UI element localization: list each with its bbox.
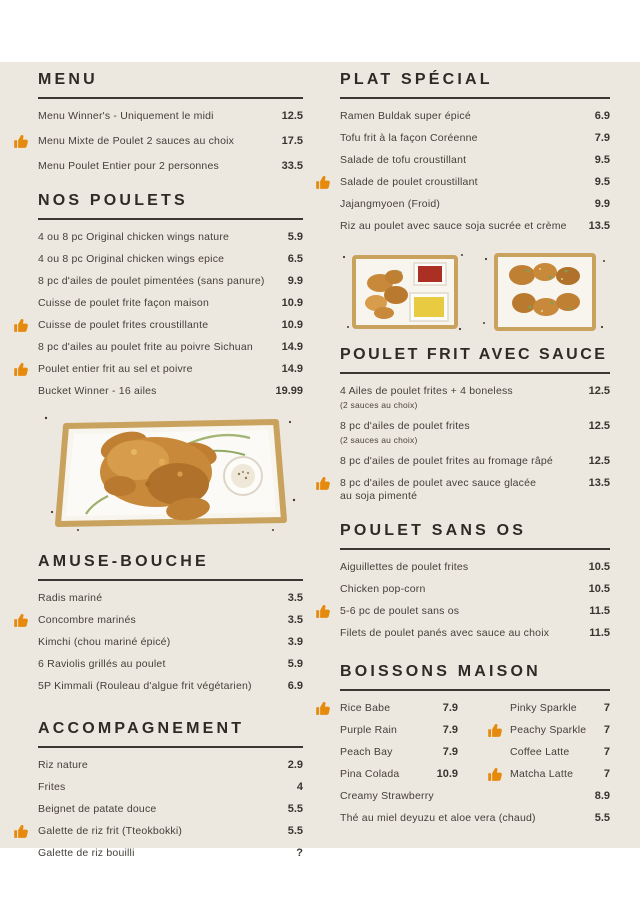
section-nos-poulets (38, 191, 303, 398)
item-list (38, 592, 303, 693)
item-name: Aiguillettes de poulet frites (340, 561, 469, 573)
section-menu (38, 70, 303, 173)
menu-item-row (38, 825, 303, 838)
item-name-block (340, 154, 466, 167)
menu-item-row (340, 583, 610, 596)
menu-item-row (38, 275, 303, 288)
item-list (340, 702, 610, 825)
menu-page (0, 62, 640, 859)
item-price: 7 (603, 724, 610, 736)
heading-underline (38, 97, 303, 99)
drink-item (340, 768, 458, 781)
item-name-block (38, 363, 193, 376)
item-note: (2 sauces au choix) (340, 400, 418, 410)
item-name: Cuisse de poulet frite façon maison (38, 297, 210, 309)
thumbs-up-icon (13, 318, 30, 333)
drink-item (510, 702, 610, 715)
item-name-block (38, 385, 157, 398)
menu-item-row (38, 680, 303, 693)
item-note: (2 sauces au choix) (340, 435, 418, 445)
item-name-block (38, 658, 166, 671)
item-price: 9.5 (594, 176, 610, 188)
item-name-block (340, 790, 434, 803)
menu-item-row (38, 319, 303, 332)
item-name: Rice Babe (340, 702, 391, 714)
section-poulet-sans-os (340, 521, 610, 640)
thumbs-up-icon (13, 362, 30, 377)
item-price: 3.9 (287, 636, 303, 648)
thumbs-up-icon (315, 701, 332, 716)
item-name: Chicken pop-corn (340, 583, 426, 595)
item-list (38, 231, 303, 398)
menu-item-row (340, 132, 610, 145)
item-name-block (38, 680, 252, 693)
thumbs-up-icon (13, 824, 30, 839)
item-name-block (38, 319, 208, 332)
item-name-block (340, 583, 426, 596)
menu-item-row (340, 110, 610, 123)
item-price: 5.5 (287, 803, 303, 815)
item-price: 12.5 (588, 385, 610, 397)
drink-item-row (340, 812, 610, 825)
item-name: Tofu frit à la façon Coréenne (340, 132, 478, 144)
item-price: 12.5 (281, 110, 303, 122)
item-name: Galette de riz frit (Tteokbokki) (38, 825, 183, 837)
menu-item-row (38, 385, 303, 398)
item-name: Menu Poulet Entier pour 2 personnes (38, 160, 219, 172)
drinks-row (340, 724, 610, 737)
item-price: 9.5 (594, 154, 610, 166)
thumbs-up-icon (315, 476, 332, 491)
item-price: 8.9 (594, 790, 610, 802)
item-list (340, 561, 610, 640)
menu-item-row (340, 176, 610, 189)
item-name: Riz au poulet avec sauce soja sucrée et crème (340, 220, 567, 232)
menu-item-row (340, 605, 610, 618)
item-name: Pina Colada (340, 768, 400, 780)
item-name-block (340, 220, 567, 233)
item-name: Peachy Sparkle (510, 724, 587, 736)
item-price: 17.5 (281, 135, 303, 147)
poulet-frit-avec-sauce-heading: POULET FRIT AVEC SAUCE (340, 346, 608, 363)
thumbs-up-icon (487, 767, 504, 782)
menu-item-row (340, 627, 610, 640)
item-price: 5.5 (287, 825, 303, 837)
item-name: 8 pc d'ailes de poulet frites (340, 420, 470, 432)
drinks-row (340, 768, 610, 781)
item-price: 10.9 (281, 297, 303, 309)
menu-item-row (340, 154, 610, 167)
item-name: Bucket Winner - 16 ailes (38, 385, 157, 397)
item-name: Menu Mixte de Poulet 2 sauces au choix (38, 135, 235, 147)
item-name: 8 pc d'ailes de poulet pimentées (sans panure) (38, 275, 265, 287)
item-name: Jajangmyoen (Froid) (340, 198, 441, 210)
item-name: Galette de riz bouilli (38, 847, 135, 859)
amuse-bouche-heading: AMUSE-BOUCHE (38, 553, 209, 570)
item-name-block (340, 420, 470, 446)
item-price: 5.9 (287, 658, 303, 670)
item-name-block (340, 561, 468, 574)
item-name: 8 pc d'ailes au poulet frite au poivre Sichuan (38, 341, 253, 353)
item-name: Salade de poulet croustillant (340, 176, 478, 188)
item-price: 2.9 (287, 759, 303, 771)
menu-item-row (38, 614, 303, 627)
drink-item (340, 724, 458, 737)
item-list (340, 385, 610, 503)
menu-item-row (340, 220, 610, 233)
item-name: Pinky Sparkle (510, 702, 577, 714)
item-price: 3.5 (287, 592, 303, 604)
item-name: 4 ou 8 pc Original chicken wings nature (38, 231, 230, 243)
item-name: 4 Ailes de poulet frites + 4 boneless (340, 385, 513, 397)
item-name: 8 pc d'ailes de poulet avec sauce glacée au soja pimenté (340, 477, 537, 502)
item-price: 3.5 (287, 614, 303, 626)
item-name-block (340, 385, 513, 411)
heading-underline (340, 372, 610, 374)
item-name-block (340, 477, 545, 503)
item-price: 6.5 (287, 253, 303, 265)
thumbs-up-icon (315, 604, 332, 619)
item-price: 7.9 (442, 746, 458, 758)
item-price: 7 (603, 746, 610, 758)
item-name: Radis mariné (38, 592, 103, 604)
drink-item-row (340, 790, 610, 803)
heading-underline (340, 97, 610, 99)
menu-item-row (340, 477, 610, 503)
item-name: Frites (38, 781, 66, 793)
plat-special-heading: PLAT SPÉCIAL (340, 71, 493, 88)
item-name: Thé au miel deyuzu et aloe vera (chaud) (340, 812, 536, 824)
item-name-block (340, 198, 440, 211)
item-name-block (340, 110, 471, 123)
item-price: 6.9 (287, 680, 303, 692)
menu-item-row (38, 160, 303, 173)
item-name-block (38, 636, 170, 649)
menu-item-row (38, 135, 303, 148)
menu-item-row (38, 592, 303, 605)
poulet-sans-os-heading: POULET SANS OS (340, 522, 527, 539)
menu-item-row (38, 110, 303, 123)
left-column (38, 70, 303, 869)
item-price: 10.9 (436, 768, 458, 780)
item-price: 12.5 (588, 420, 610, 432)
item-price: 4 (296, 781, 303, 793)
thumbs-up-icon (315, 175, 332, 190)
item-name-block (38, 825, 182, 838)
drink-item (340, 702, 458, 715)
item-price: 5.9 (287, 231, 303, 243)
item-name-block (38, 759, 88, 772)
item-price: 7 (603, 702, 610, 714)
item-price: 19.99 (275, 385, 303, 397)
drink-item (510, 768, 610, 781)
heading-underline (340, 548, 610, 550)
item-price: 10.5 (588, 583, 610, 595)
item-price: 11.5 (589, 605, 610, 617)
drink-item (510, 746, 610, 759)
item-price: 14.9 (281, 341, 303, 353)
item-name: Concombre marinés (38, 614, 136, 626)
item-price: 7.9 (442, 702, 458, 714)
item-name-block (340, 605, 459, 618)
item-name: Ramen Buldak super épicé (340, 110, 471, 122)
item-price: ? (296, 847, 303, 859)
item-name-block (38, 803, 156, 816)
item-name-block (340, 455, 553, 468)
item-name: Matcha Latte (510, 768, 574, 780)
menu-item-row (38, 781, 303, 794)
section-poulet-frit-avec-sauce (340, 345, 610, 503)
drinks-row (340, 746, 610, 759)
drink-item (340, 746, 458, 759)
drink-item (510, 724, 610, 737)
photo-chicken-sauce-box (340, 249, 468, 335)
item-price: 13.5 (588, 477, 610, 489)
menu-columns (0, 62, 640, 869)
item-name-block (38, 231, 229, 244)
item-name-block (38, 110, 214, 123)
menu-item-row (38, 231, 303, 244)
item-name: 5P Kimmali (Rouleau d'algue frit végétarien) (38, 680, 252, 692)
item-price: 13.5 (588, 220, 610, 232)
item-name: Salade de tofu croustillant (340, 154, 467, 166)
drinks-row (340, 702, 610, 715)
menu-item-row (340, 420, 610, 446)
item-name-block (38, 614, 136, 627)
item-name: Riz nature (38, 759, 88, 771)
item-price: 9.9 (594, 198, 610, 210)
item-list (38, 759, 303, 860)
thumbs-up-icon (13, 613, 30, 628)
heading-underline (38, 218, 303, 220)
item-name: 4 ou 8 pc Original chicken wings epice (38, 253, 225, 265)
item-name: Menu Winner's - Uniquement le midi (38, 110, 214, 122)
item-name: Kimchi (chou mariné épicé) (38, 636, 171, 648)
menu-item-row (38, 363, 303, 376)
section-accompagnement (38, 719, 303, 860)
nos-poulets-heading: NOS POULETS (38, 192, 188, 209)
menu-item-row (340, 198, 610, 211)
item-name: 5-6 pc de poulet sans os (340, 605, 460, 617)
item-price: 10.9 (281, 319, 303, 331)
item-name: Beignet de patate douce (38, 803, 157, 815)
item-list (38, 110, 303, 173)
heading-underline (340, 689, 610, 691)
accompagnement-heading: ACCOMPAGNEMENT (38, 720, 245, 737)
item-name-block (340, 627, 549, 640)
section-boissons-maison (340, 662, 610, 825)
menu-item-row (38, 658, 303, 671)
item-name-block (38, 592, 102, 605)
item-name-block (38, 253, 224, 266)
item-price: 7.9 (442, 724, 458, 736)
item-price: 7 (603, 768, 610, 780)
item-price: 10.5 (588, 561, 610, 573)
thumbs-up-icon (487, 723, 504, 738)
item-price: 33.5 (281, 160, 303, 172)
item-name-block (340, 132, 478, 145)
menu-item-row (38, 803, 303, 816)
menu-heading: MENU (38, 71, 98, 88)
item-name: Purple Rain (340, 724, 398, 736)
menu-item-row (340, 561, 610, 574)
item-name-block (38, 160, 219, 173)
item-name: Coffee Latte (510, 746, 570, 758)
menu-item-row (340, 455, 610, 468)
item-name-block (38, 275, 265, 288)
item-name-block (38, 847, 135, 860)
section-plat-special (340, 70, 610, 233)
item-name: Poulet entier frit au sel et poivre (38, 363, 193, 375)
heading-underline (38, 579, 303, 581)
thumbs-up-icon (13, 134, 30, 149)
item-name: Cuisse de poulet frites croustillante (38, 319, 209, 331)
item-name-block (340, 176, 478, 189)
menu-item-row (38, 297, 303, 310)
menu-item-row (38, 759, 303, 772)
right-column (340, 70, 610, 869)
item-price: 12.5 (588, 455, 610, 467)
item-name-block (38, 297, 209, 310)
section-amuse-bouche (38, 552, 303, 693)
item-price: 7.9 (594, 132, 610, 144)
menu-item-row (38, 847, 303, 860)
item-price: 14.9 (281, 363, 303, 375)
item-name: 8 pc d'ailes de poulet frites au fromage râpé (340, 455, 553, 467)
menu-item-row (38, 636, 303, 649)
item-name: 6 Raviolis grillés au poulet (38, 658, 166, 670)
heading-underline (38, 746, 303, 748)
item-price: 5.5 (594, 812, 610, 824)
item-name: Filets de poulet panés avec sauce au choix (340, 627, 550, 639)
photo-glazed-chicken-box (480, 249, 608, 335)
item-name: Creamy Strawberry (340, 790, 434, 802)
menu-item-row (340, 385, 610, 411)
menu-item-row (38, 253, 303, 266)
item-price: 11.5 (589, 627, 610, 639)
item-name-block (38, 341, 253, 354)
item-name: Peach Bay (340, 746, 393, 758)
boissons-maison-heading: BOISSONS MAISON (340, 663, 541, 680)
photo-pair (340, 249, 610, 335)
item-list (340, 110, 610, 233)
menu-item-row (38, 341, 303, 354)
item-price: 6.9 (594, 110, 610, 122)
item-name-block (38, 781, 65, 794)
item-price: 9.9 (287, 275, 303, 287)
item-name-block (340, 812, 536, 825)
photo-fried-chicken-tray (38, 412, 303, 536)
item-name-block (38, 135, 234, 148)
